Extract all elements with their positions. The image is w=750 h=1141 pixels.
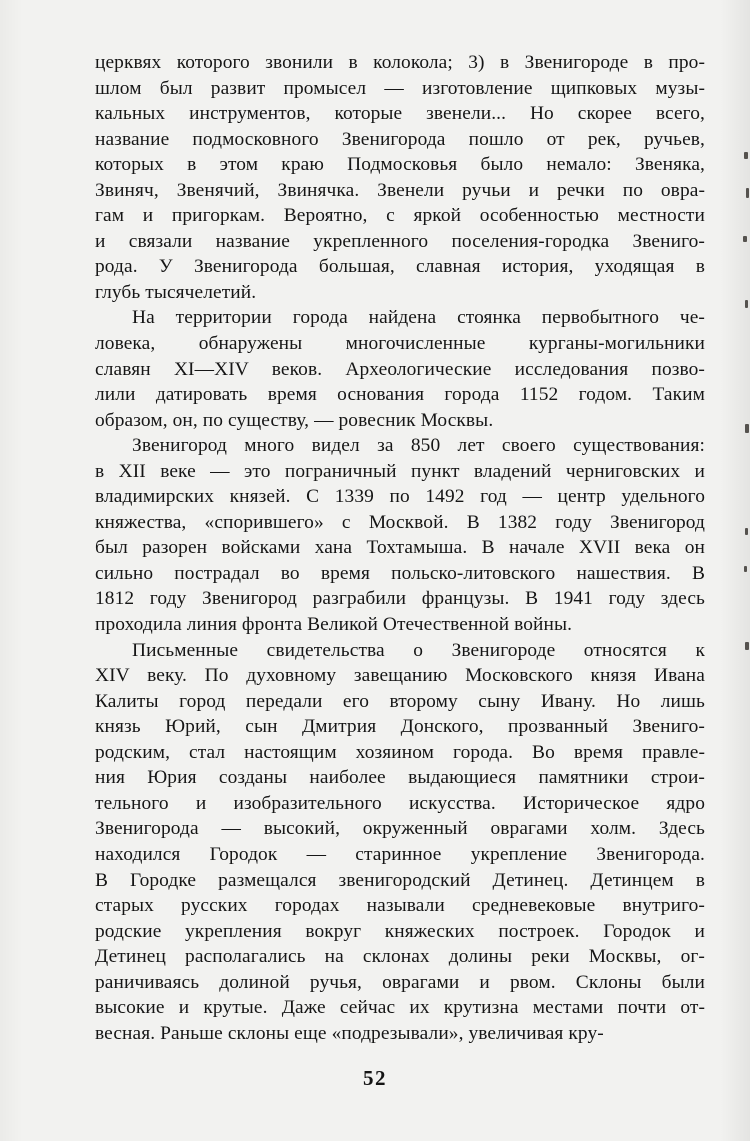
scan-speck: [743, 236, 747, 242]
paragraph: [95, 433, 705, 637]
text-line: Звиняч, Звенячий, Звинячка. Звенели ручьи и речки по овра-: [95, 179, 705, 201]
text-line: раничиваясь долиной ручья, оврагами и рвом. Склоны были: [95, 971, 705, 993]
text-line: Калиты город передали его второму сыну Ивану. Но лишь: [95, 690, 705, 712]
scan-speck: [744, 566, 747, 572]
text-line: тельного и изобразительного искусства. Историческое ядро: [95, 792, 705, 814]
paragraph: [95, 50, 705, 305]
scan-speck: [744, 152, 748, 159]
scan-speck: [746, 188, 749, 198]
text-line: проходила линия фронта Великой Отечественной войны.: [95, 614, 573, 636]
text-line: ловека, обнаружены многочисленные курганы-могильники: [95, 333, 705, 355]
text-line: кальных инструментов, которые звенели... Но скорее всего,: [95, 103, 705, 125]
text-line: шлом был развит промысел — изготовление щипковых музы-: [95, 77, 705, 99]
text-line: лили датировать время основания города 1152 годом. Таким: [95, 384, 705, 406]
text-line: глубь тысячелетий.: [95, 281, 257, 303]
text-line: и связали название укрепленного поселения-городка Звениго-: [95, 230, 705, 252]
text-line: На территории города найдена стоянка первобытного че-: [132, 307, 705, 329]
text-line: образом, он, по существу, — ровесник Москвы.: [95, 409, 494, 431]
text-line: рода. У Звенигорода большая, славная история, уходящая в: [95, 256, 705, 278]
text-line: название подмосковного Звенигорода пошло от рек, ручьев,: [95, 128, 705, 150]
text-block: [95, 50, 705, 1046]
text-line: Звенигород много видел за 850 лет своего существования:: [132, 435, 705, 457]
text-line: владимирских князей. С 1339 по 1492 год — центр удельного: [95, 486, 705, 508]
text-line: славян XI—XIV веков. Археологические исследования позво-: [95, 358, 705, 380]
scan-speck: [745, 528, 748, 535]
text-line: церквях которого звонили в колокола; 3) в Звенигороде в про-: [95, 52, 705, 73]
text-line: родским, стал настоящим хозяином города. Во время правле-: [95, 741, 705, 763]
text-line: ния Юрия созданы наиболее выдающиеся памятники строи-: [95, 767, 705, 789]
text-line: гам и пригоркам. Вероятно, с яркой особенностью местности: [95, 205, 705, 227]
text-line: весная. Раньше склоны еще «подрезывали», увеличивая кру-: [95, 1022, 604, 1044]
paragraph: [95, 305, 705, 433]
scan-speck: [745, 300, 748, 308]
text-line: Детинец располагались на склонах долины реки Москвы, ог-: [95, 946, 705, 968]
text-line: которых в этом краю Подмосковья было немало: Звеняка,: [95, 154, 705, 176]
text-line: находился Городок — старинное укрепление Звенигорода.: [95, 843, 705, 865]
text-line: высокие и крутые. Даже сейчас их крутизна местами почти от-: [95, 997, 705, 1019]
text-line: сильно пострадал во время польско-литовского нашествия. В: [95, 562, 705, 584]
text-line: Письменные свидетельства о Звенигороде относятся к: [132, 639, 705, 661]
scan-speck: [745, 424, 749, 433]
text-line: В Городке размещался звенигородский Детинец. Детинцем в: [95, 869, 705, 891]
text-line: старых русских городах называли средневековые внутриго-: [95, 895, 705, 917]
text-line: XIV веку. По духовному завещанию Московского князя Ивана: [95, 665, 705, 687]
scan-speck: [745, 642, 749, 650]
paragraph: [95, 638, 705, 1047]
text-line: был разорен войсками хана Тохтамыша. В начале XVII века он: [95, 537, 705, 559]
scan-edge-artifacts: [736, 0, 750, 1141]
page-number: 52: [363, 1066, 387, 1090]
text-line: Звенигорода — высокий, окруженный оврагами холм. Здесь: [95, 818, 705, 840]
text-line: в XII веке — это пограничный пункт владений черниговских и: [95, 460, 705, 482]
text-line: родские укрепления вокруг княжеских построек. Городок и: [95, 920, 705, 942]
text-line: 1812 году Звенигород разграбили французы. В 1941 году здесь: [95, 588, 705, 610]
text-line: князь Юрий, сын Дмитрия Донского, прозванный Звениго-: [95, 716, 705, 738]
text-line: княжества, «спорившего» с Москвой. В 1382 году Звенигород: [95, 511, 705, 533]
